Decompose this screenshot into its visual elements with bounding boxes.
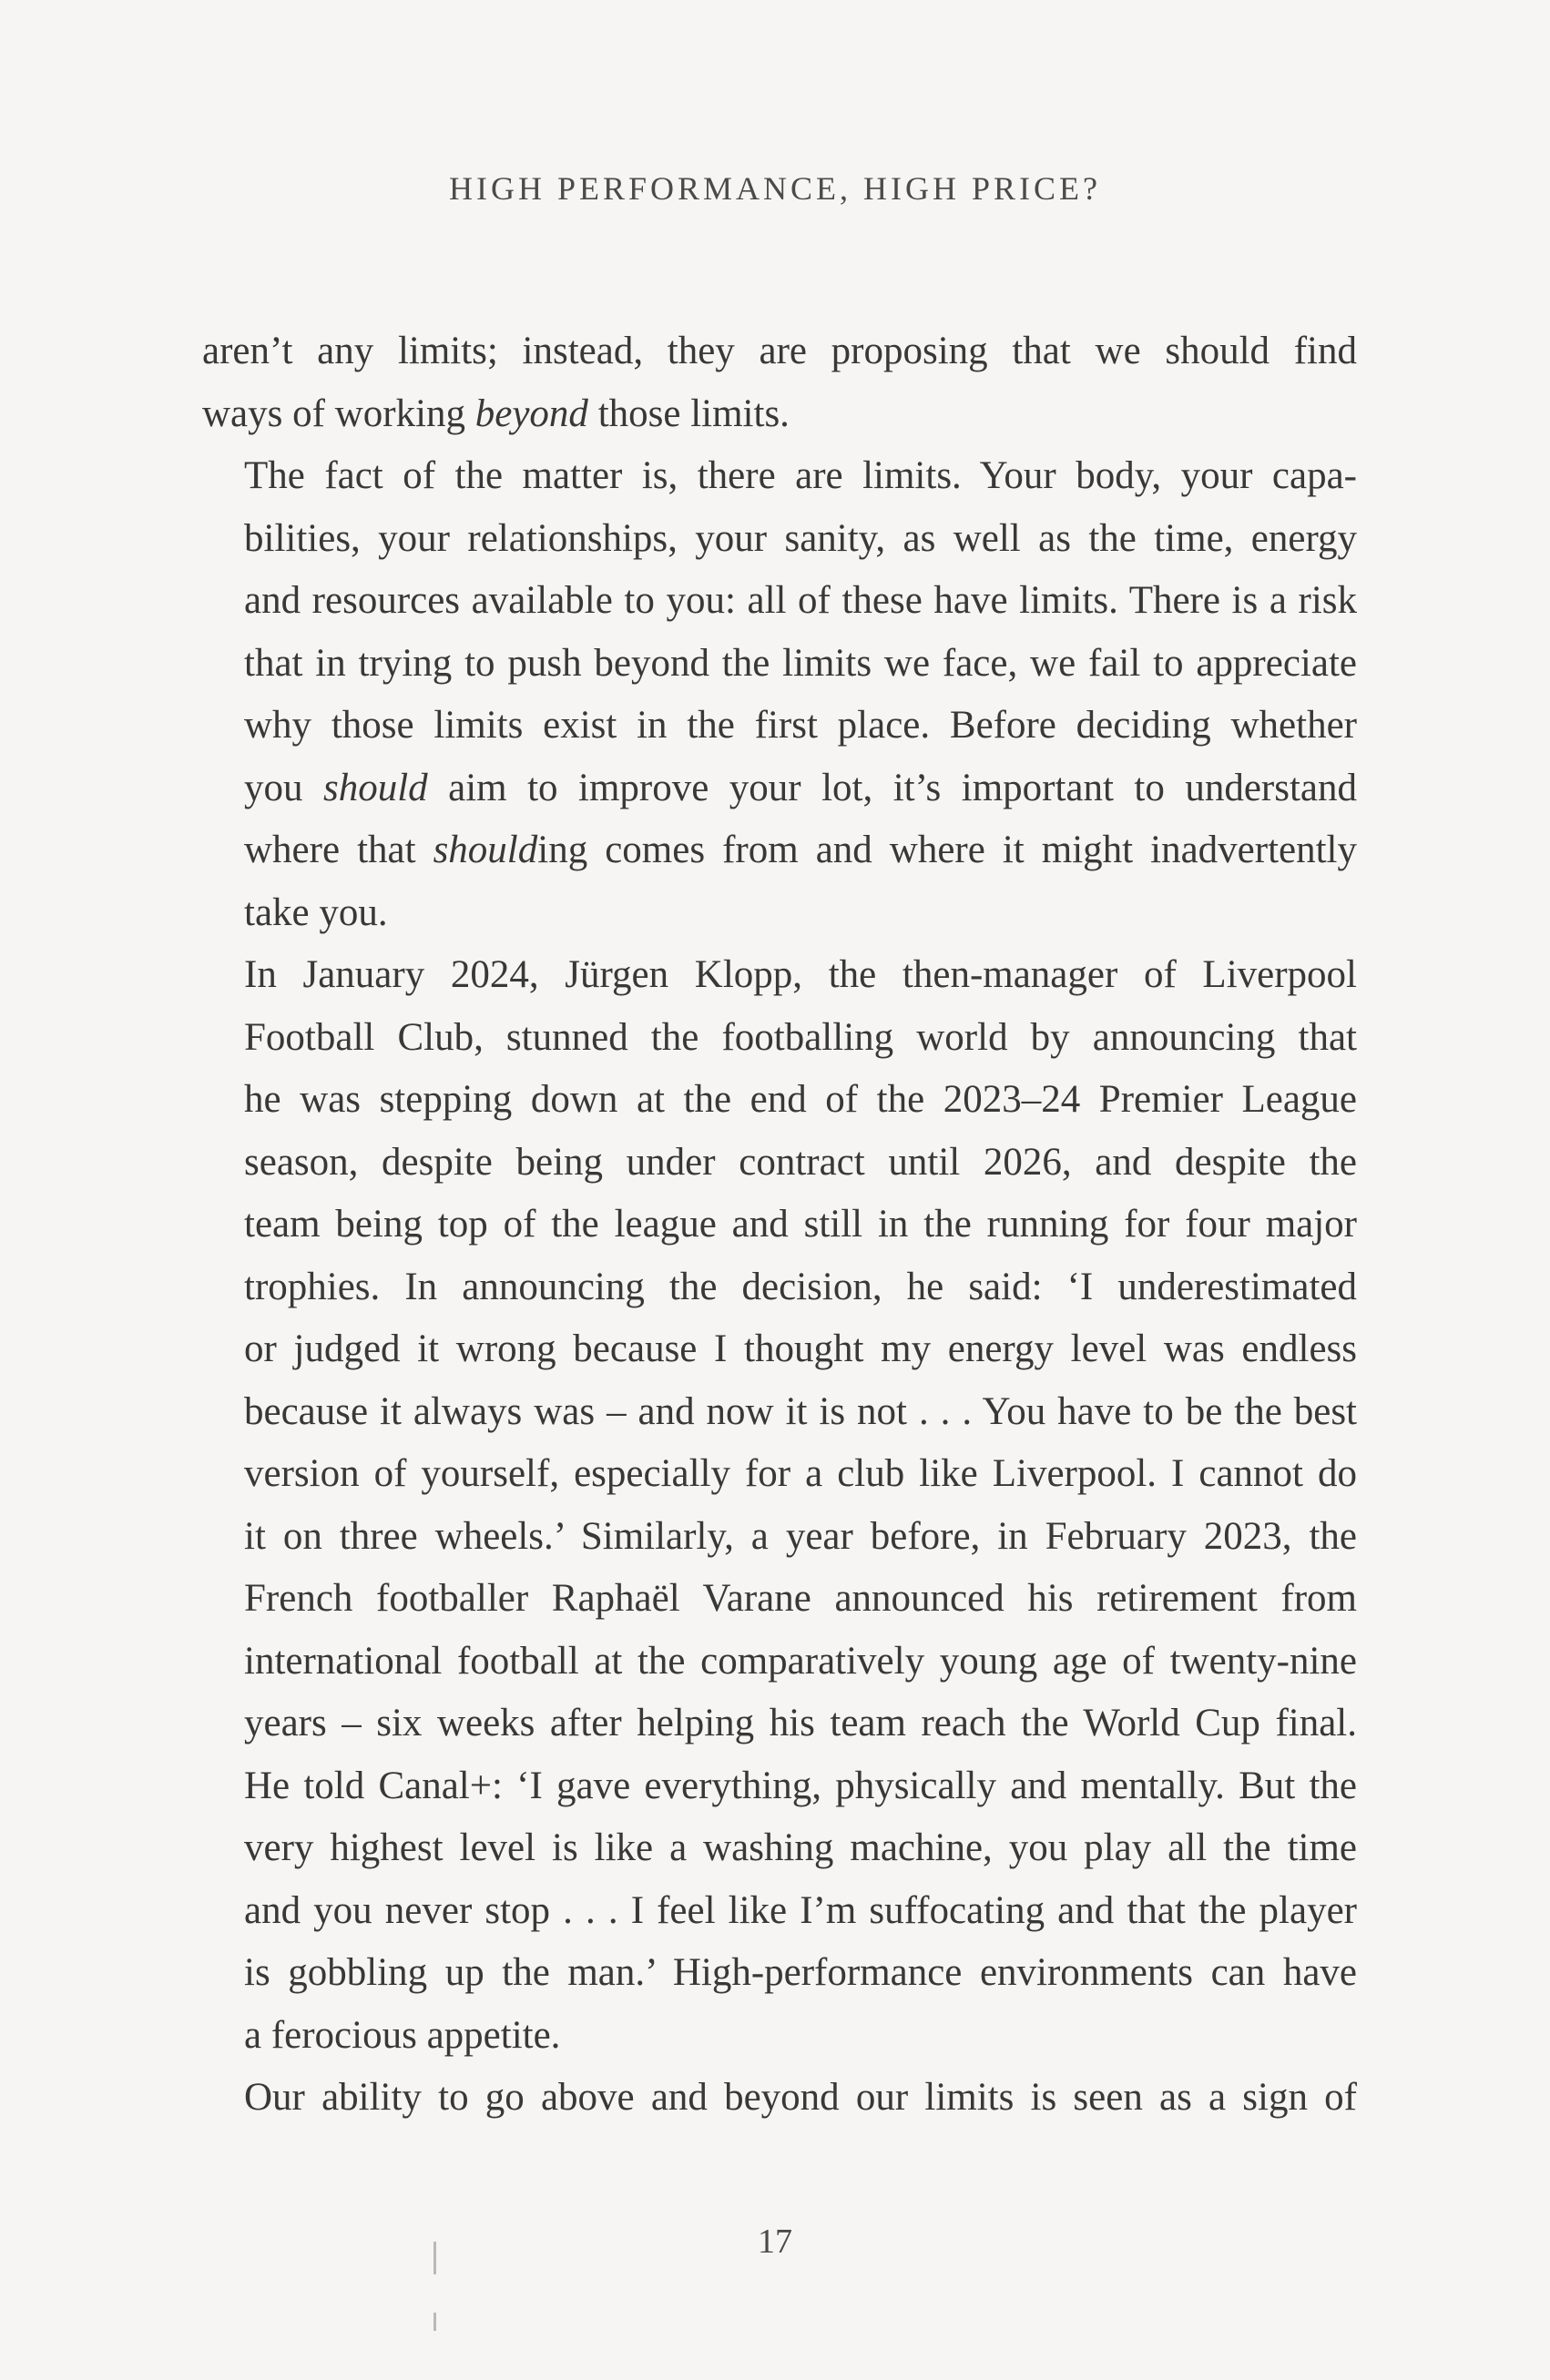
paragraph <box>202 320 1357 445</box>
paragraph <box>202 944 1357 2067</box>
italic-emphasis: beyond <box>474 392 588 435</box>
italic-emphasis: should <box>322 766 428 809</box>
text-line: In January 2024, Jürgen Klopp, the then-manager of Liverpool <box>244 953 1357 996</box>
text-line: you should aim to improve your lot, it’s important to understand <box>244 766 1358 809</box>
text-line: is gobbling up the man.’ High-performance environments can have <box>244 1951 1357 1994</box>
page-number: 17 <box>758 2222 792 2261</box>
text-line: why those limits exist in the first place. Before deciding whether <box>244 704 1357 747</box>
text-line: bilities, your relationships, your sanity, as well as the time, energy <box>244 516 1357 560</box>
text-line: because it always was – and now it is not . . . You have to be the best <box>244 1389 1357 1433</box>
text-line: Football Club, stunned the footballing world by announcing that <box>244 1015 1357 1059</box>
text-line: ways of working beyond those limits. <box>202 392 790 435</box>
text-line: version of yourself, especially for a club like Liverpool. I cannot do <box>244 1452 1357 1495</box>
running-head: HIGH PERFORMANCE, HIGH PRICE? <box>448 170 1102 207</box>
text-line: He told Canal+: ‘I gave everything, physically and mentally. But the <box>244 1764 1357 1807</box>
scan-mark <box>433 2242 436 2274</box>
text-line: years – six weeks after helping his team reach the World Cup final. <box>244 1702 1357 1744</box>
text-line: a ferocious appetite. <box>244 2013 561 2057</box>
text-line: and resources available to you: all of these have limits. There is a risk <box>244 579 1357 622</box>
text-line: team being top of the league and still in the running for four major <box>244 1203 1357 1246</box>
text-line: Our ability to go above and beyond our limits is seen as a sign of <box>244 2076 1357 2119</box>
text-line: international football at the comparatively young age of twenty-nine <box>244 1639 1357 1683</box>
text-line: take you. <box>244 890 388 934</box>
paragraph <box>202 2067 1357 2130</box>
text-line: or judged it wrong because I thought my energy level was endless <box>244 1327 1357 1370</box>
text-line: aren’t any limits; instead, they are proposing that we should find <box>202 330 1357 372</box>
italic-emphasis: should <box>433 829 538 871</box>
text-line: that in trying to push beyond the limits we face, we fail to appreciate <box>244 641 1357 685</box>
scan-mark <box>433 2313 436 2331</box>
text-line: he was stepping down at the end of the 2023–24 Premier League <box>244 1078 1357 1121</box>
body-text <box>202 320 1357 2130</box>
text-line: The fact of the matter is, there are limits. Your body, your capa- <box>244 454 1357 497</box>
text-line: season, despite being under contract until 2026, and despite the <box>244 1140 1357 1184</box>
paragraph <box>202 445 1357 944</box>
text-line: French footballer Raphaël Varane announced his retirement from <box>244 1577 1357 1620</box>
text-line: where that shoulding comes from and where it might inadvertently <box>244 829 1357 871</box>
text-line: trophies. In announcing the decision, he said: ‘I underestimated <box>244 1265 1357 1308</box>
text-line: and you never stop . . . I feel like I’m suffocating and that the player <box>244 1888 1357 1932</box>
text-line: it on three wheels.’ Similarly, a year before, in February 2023, the <box>244 1514 1357 1558</box>
text-line: very highest level is like a washing machine, you play all the time <box>244 1826 1357 1869</box>
